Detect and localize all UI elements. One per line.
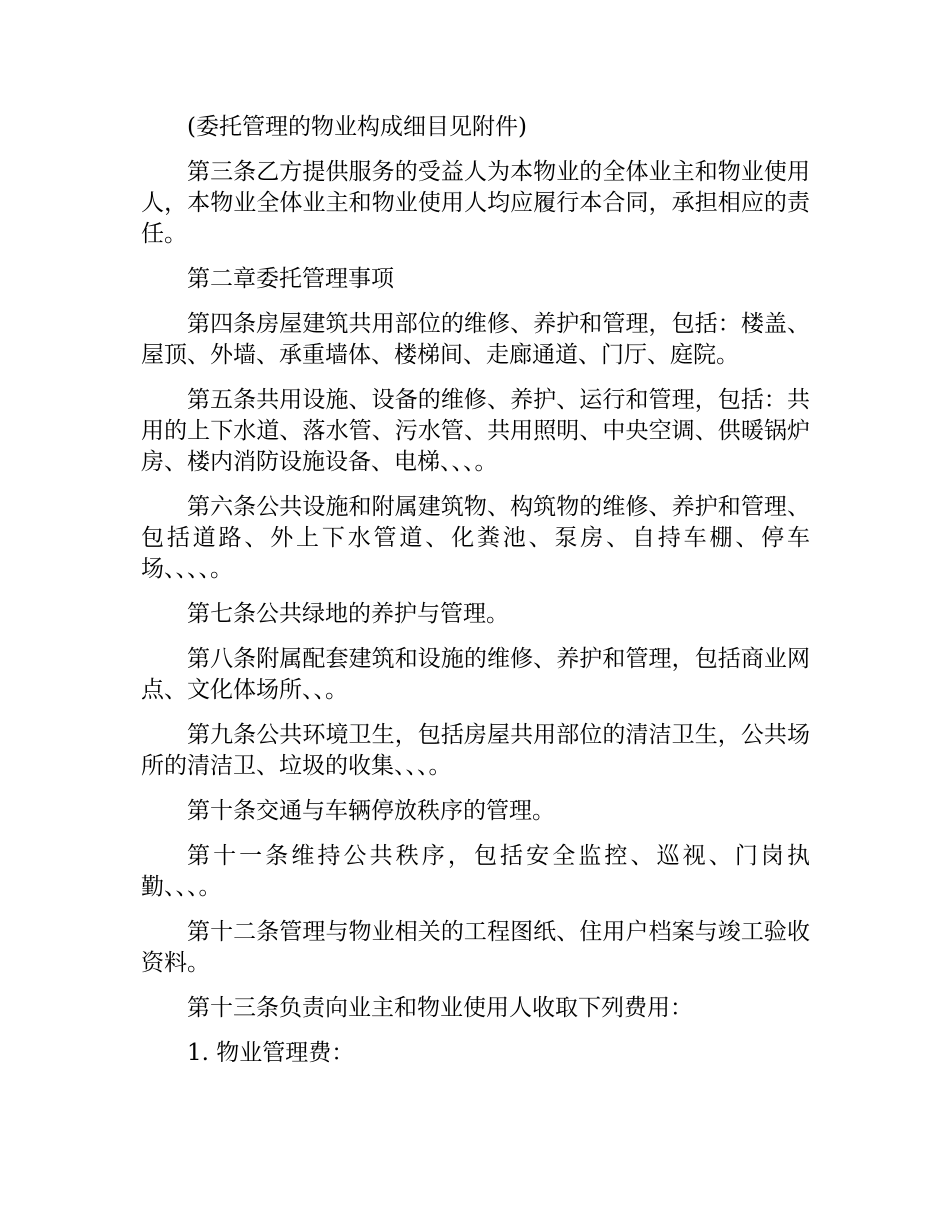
paragraph-article-10: 第十条交通与车辆停放秩序的管理。	[187, 798, 555, 824]
paragraph-article-6: 第六条公共设施和附属建筑物、构筑物的维修、养护和管理、包括道路、外上下水管道、化粪池、泵房、自持车棚、停车场、、、、。	[141, 494, 810, 582]
paragraph-attachment-note: (委托管理的物业构成细目见附件)	[187, 114, 527, 140]
paragraph-article-12: 第十二条管理与物业相关的工程图纸、住用户档案与竣工验收资料。	[141, 919, 810, 976]
paragraph-article-9: 第九条公共环境卫生，包括房屋共用部位的清洁卫生，公共场所的清洁卫、垃圾的收集、、、。	[141, 722, 810, 779]
paragraph-article-7: 第七条公共绿地的养护与管理。	[187, 601, 509, 627]
list-item-management-fee: 1. 物业管理费：	[187, 1040, 355, 1066]
paragraph-article-4: 第四条房屋建筑共用部位的维修、养护和管理，包括：楼盖、屋顶、外墙、承重墙体、楼梯间、走廊通道、门厅、庭院。	[141, 311, 810, 368]
paragraph-article-8: 第八条附属配套建筑和设施的维修、养护和管理，包括商业网点、文化体场所、、。	[141, 646, 810, 703]
chapter-2-heading: 第二章委托管理事项	[187, 266, 394, 292]
paragraph-article-11: 第十一条维持公共秩序，包括安全监控、巡视、门岗执勤、、、。	[141, 843, 810, 900]
paragraph-article-5: 第五条共用设施、设备的维修、养护、运行和管理，包括：共用的上下水道、落水管、污水管、共用照明、中央空调、供暖锅炉房、楼内消防设施设备、电梯、、、。	[141, 387, 810, 475]
paragraph-article-13: 第十三条负责向业主和物业使用人收取下列费用：	[187, 995, 693, 1021]
paragraph-article-3: 第三条乙方提供服务的受益人为本物业的全体业主和物业使用人，本物业全体业主和物业使用人均应履行本合同，承担相应的责任。	[141, 159, 810, 247]
